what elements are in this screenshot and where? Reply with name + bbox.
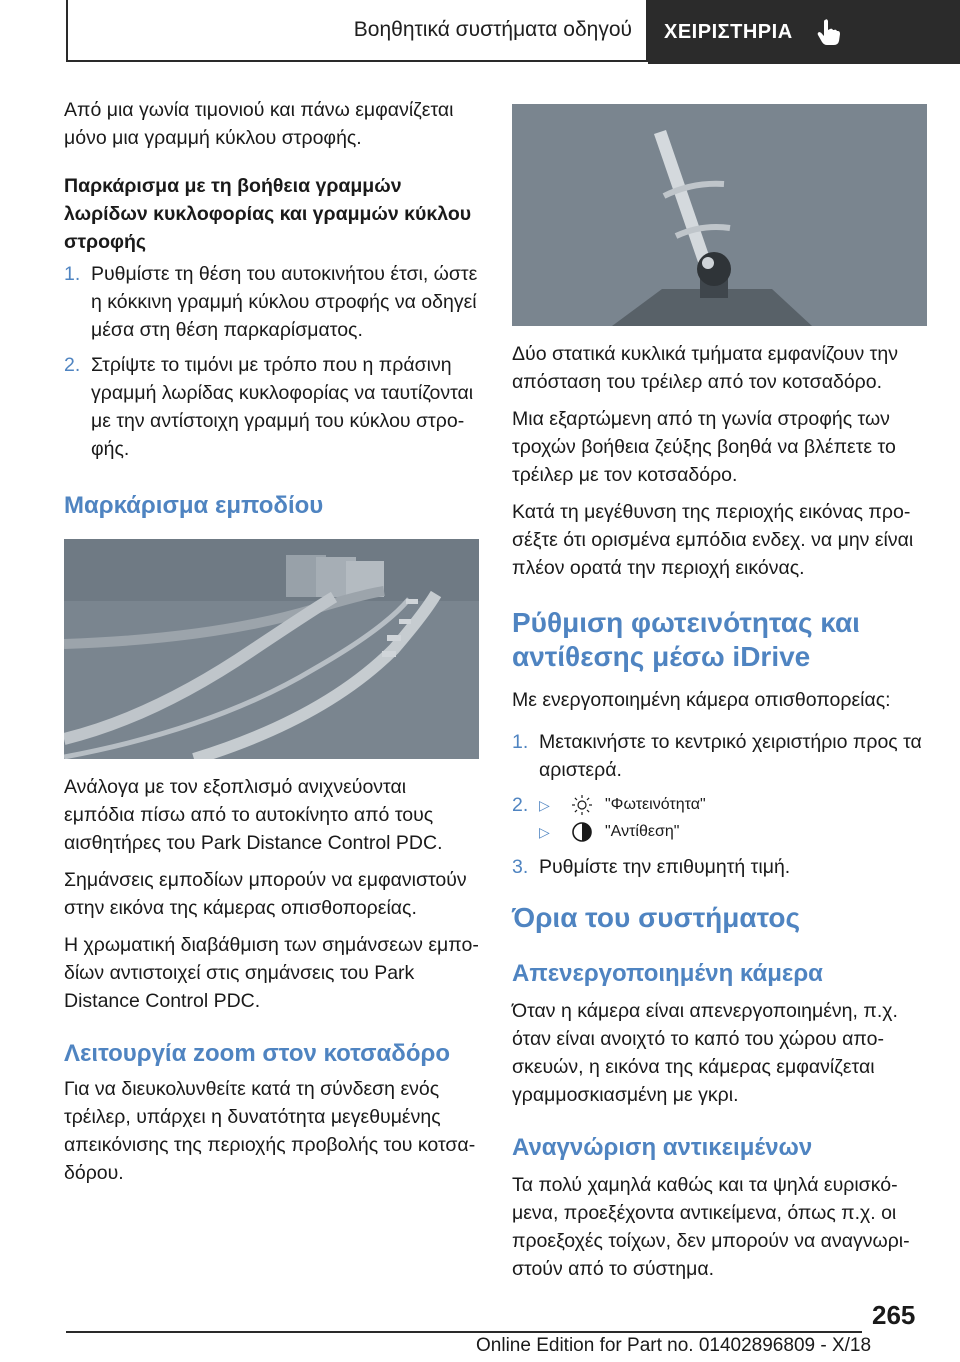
step-number: 3. <box>512 856 529 878</box>
camera-off-paragraph: Όταν η κάμερα είναι απενεργοποιημένη, π.χ. όταν είναι ανοιχτό το καπό του χώρου αποσκευών, η εικόνα της κάμερας εμφανίζεται γραμμοσκιασμένη με γκρι. <box>512 1000 898 1106</box>
arrow-icon: ▷ <box>539 796 550 813</box>
step-number: 2. <box>64 354 81 376</box>
intro-paragraph: Από μια γωνία τιμονιού και πάνω εμφανίζεται μόνο μια γραμμή κύκλου στροφής. <box>64 99 454 149</box>
page-number: 265 <box>872 1300 916 1330</box>
category-tab <box>648 0 960 64</box>
contrast-option: "Αντίθεση" <box>605 823 680 840</box>
obstacle-marking-illustration <box>64 539 479 759</box>
list-item <box>512 853 927 881</box>
zoom-heading: Λειτουργία zoom στον κοτσαδόρο <box>64 1040 451 1067</box>
list-item <box>512 791 927 819</box>
edition-text: Online Edition for Part no. 01402896809 - X/18 <box>476 1335 872 1356</box>
obstacle-paragraph-3: Η χρωματική διαβάθμιση των σημάνσεων εμποδίων αντιστοιχεί στις σημάνσεις του Park Distance Control PDC. <box>64 934 479 1012</box>
hitch-paragraph-1: Δύο στατικά κυκλικά τμήματα εμφανίζουν την απόσταση του τρέιλερ από τον κοτσαδόρο. <box>512 343 898 393</box>
limits-heading: Όρια του συστήματος <box>512 902 801 933</box>
left-column <box>64 96 479 1196</box>
camera-off-heading: Απενεργοποιημένη κάμερα <box>512 960 823 987</box>
brightness-heading: Ρύθμιση φωτεινότητας και αντίθεσης μέσω iDrive <box>512 607 860 672</box>
brightness-option: "Φωτεινότητα" <box>605 796 706 813</box>
parking-heading: Παρκάρισμα με τη βοήθεια γραμμών λωρίδων κυκλοφορίας και γραμμών κύκλου στροφής <box>64 175 472 253</box>
step-number: 1. <box>512 731 529 753</box>
list-item <box>64 351 479 463</box>
hitch-zoom-image <box>512 104 927 326</box>
arrow-icon: ▷ <box>539 823 550 840</box>
hitch-paragraph-3: Κατά τη μεγέθυνση της περιοχής εικόνας προσέξτε ότι ορισμένα εμπόδια ενδεχ. να μην είναι πλέον ορατά την περιοχή εικόνας. <box>512 501 914 579</box>
detection-heading: Αναγνώριση αντικειμένων <box>512 1134 813 1161</box>
brightness-intro: Με ενεργοποιημένη κάμερα οπισθοπορείας: <box>512 689 891 711</box>
page-header <box>66 0 960 64</box>
sub-list-item <box>539 821 927 843</box>
hitch-zoom-illustration <box>512 104 927 326</box>
brightness-sun-icon <box>571 794 593 816</box>
footer-divider <box>66 1331 862 1333</box>
step-text: Ρυθμίστε την επιθυμητή τιμή. <box>539 856 791 878</box>
hand-pointer-icon <box>815 18 843 46</box>
right-column <box>512 104 927 1292</box>
list-item <box>64 260 479 344</box>
step-text: Ρυθμίστε τη θέση του αυτοκινήτου έτσι, ώστε η κόκκινη γραμμή κύκλου στροφής να οδηγεί μέσα στη θέση παρκαρίσματος. <box>91 263 478 341</box>
section-title-box <box>66 0 648 62</box>
section-title: Βοηθητικά συστήματα οδηγού <box>353 18 632 41</box>
step-text: Στρίψτε το τιμόνι με τρόπο που η πράσινη γραμμή λωρίδας κυκλοφορίας να ταυτίζονται με την αντίστοιχη γραμμή του κύκλου στροφής. <box>91 354 474 460</box>
zoom-paragraph: Για να διευκολυνθείτε κατά τη σύνδεση ενός τρέιλερ, υπάρχει η δυνατότητα μεγεθυμένης απεικόνισης της περιοχής προβολής του κοτσαδόρου. <box>64 1078 476 1184</box>
category-label: ΧΕΙΡΙΣΤΗΡΙΑ <box>664 20 793 43</box>
detection-paragraph: Τα πολύ χαμηλά καθώς και τα ψηλά ευρισκόμενα, προεξέχοντα αντικείμενα, όπως π.χ. οι προεξοχές τοίχων, δεν μπορούν να αναγνωριστούν από το σύστημα. <box>512 1174 910 1280</box>
contrast-icon <box>571 821 593 843</box>
step-text: Μετακινήστε το κεντρικό χειριστήριο προς τα αριστερά. <box>539 731 922 781</box>
obstacle-marking-image <box>64 539 479 759</box>
obstacle-paragraph-2: Σημάνσεις εμποδίων μπορούν να εμφανιστούν στην εικόνα της κάμερας οπισθοπορείας. <box>64 869 467 919</box>
list-item <box>512 728 927 784</box>
obstacle-heading: Μαρκάρισμα εμποδίου <box>64 492 324 519</box>
obstacle-paragraph-1: Ανάλογα με τον εξοπλισμό ανιχνεύονται εμπόδια πίσω από το αυτοκίνητο από τους αισθητήρες του Park Distance Control PDC. <box>64 776 443 854</box>
step-number: 2. <box>512 794 529 816</box>
step-number: 1. <box>64 263 81 285</box>
hitch-paragraph-2: Μια εξαρτώμενη από τη γωνία στροφής των τροχών βοήθεια ζεύξης βοηθά να βλέπετε το τρέιλερ με τον κοτσαδόρο. <box>512 408 896 486</box>
